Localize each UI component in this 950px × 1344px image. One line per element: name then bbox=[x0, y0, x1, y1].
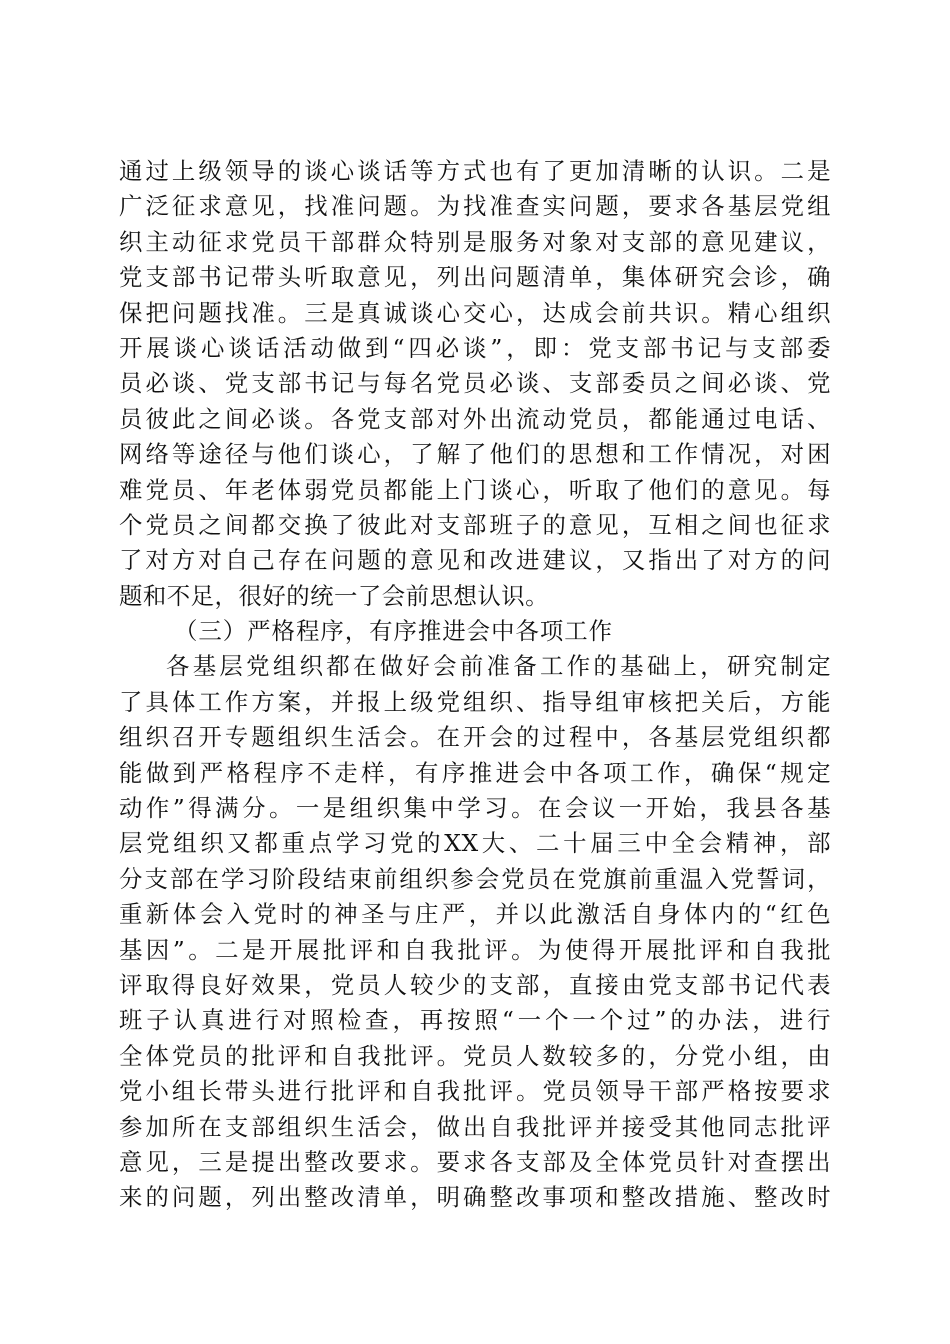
text-line: 评取得良好效果，党员人较少的支部，直接由党支部书记代表 bbox=[119, 970, 831, 999]
text-line: 开展谈心谈话活动做到“四必谈”，即：党支部书记与支部委 bbox=[119, 333, 831, 362]
text-line: 党支部书记带头听取意见，列出问题清单，集体研究会诊，确 bbox=[119, 263, 831, 292]
text-line: 意见，三是提出整改要求。要求各支部及全体党员针对查摆出 bbox=[119, 1147, 831, 1176]
text-line: 员必谈、党支部书记与每名党员必谈、支部委员之间必谈、党 bbox=[119, 369, 831, 398]
text-line: 网络等途径与他们谈心，了解了他们的思想和工作情况，对困 bbox=[119, 440, 831, 469]
text-line: 难党员、年老体弱党员都能上门谈心，听取了他们的意见。每 bbox=[119, 475, 831, 504]
text-line: 个党员之间都交换了彼此对支部班子的意见，互相之间也征求 bbox=[119, 510, 831, 539]
text-line: 党小组长带头进行批评和自我批评。党员领导干部严格按要求 bbox=[119, 1077, 831, 1106]
text-line: 层党组织又都重点学习党的XX大、二十届三中全会精神，部 bbox=[119, 829, 831, 858]
text-line: 员彼此之间必谈。各党支部对外出流动党员，都能通过电话、 bbox=[119, 404, 831, 433]
text-line: 动作”得满分。一是组织集中学习。在会议一开始，我县各基 bbox=[119, 794, 831, 823]
text-line: 基因”。二是开展批评和自我批评。为使得开展批评和自我批 bbox=[119, 935, 831, 964]
section-heading: （三）严格程序，有序推进会中各项工作 bbox=[174, 617, 614, 646]
text-line: 织主动征求党员干部群众特别是服务对象对支部的意见建议， bbox=[119, 227, 831, 256]
text-line: 参加所在支部组织生活会，做出自我批评并接受其他同志批评 bbox=[119, 1112, 831, 1141]
text-line: 班子认真进行对照检查，再按照“一个一个过”的办法，进行 bbox=[119, 1006, 831, 1035]
text-line: 分支部在学习阶段结束前组织参会党员在党旗前重温入党誓词， bbox=[119, 864, 831, 893]
text-line: 了对方对自己存在问题的意见和改进建议，又指出了对方的问 bbox=[119, 546, 831, 575]
text-line: 重新体会入党时的神圣与庄严，并以此激活自身体内的“红色 bbox=[119, 900, 831, 929]
text-line: 来的问题，列出整改清单，明确整改事项和整改措施、整改时 bbox=[119, 1183, 831, 1212]
text-line: 广泛征求意见，找准问题。为找准查实问题，要求各基层党组 bbox=[119, 192, 831, 221]
text-line: 了具体工作方案，并报上级党组织、指导组审核把关后，方能 bbox=[119, 687, 831, 716]
text-line: 通过上级领导的谈心谈话等方式也有了更加清晰的认识。二是 bbox=[119, 157, 831, 185]
paragraph-2 bbox=[119, 649, 831, 1215]
text-line: 组织召开专题组织生活会。在开会的过程中，各基层党组织都 bbox=[119, 723, 831, 752]
text-line: 能做到严格程序不走样，有序推进会中各项工作，确保“规定 bbox=[119, 758, 831, 787]
text-line: 全体党员的批评和自我批评。党员人数较多的，分党小组，由 bbox=[119, 1041, 831, 1070]
text-line: 题和不足，很好的统一了会前思想认识。 bbox=[119, 581, 550, 610]
text-line: 各基层党组织都在做好会前准备工作的基础上，研究制定 bbox=[166, 652, 831, 681]
document-body bbox=[119, 154, 831, 1216]
paragraph-1 bbox=[119, 154, 831, 614]
text-line: 保把问题找准。三是真诚谈心交心，达成会前共识。精心组织 bbox=[119, 298, 831, 327]
